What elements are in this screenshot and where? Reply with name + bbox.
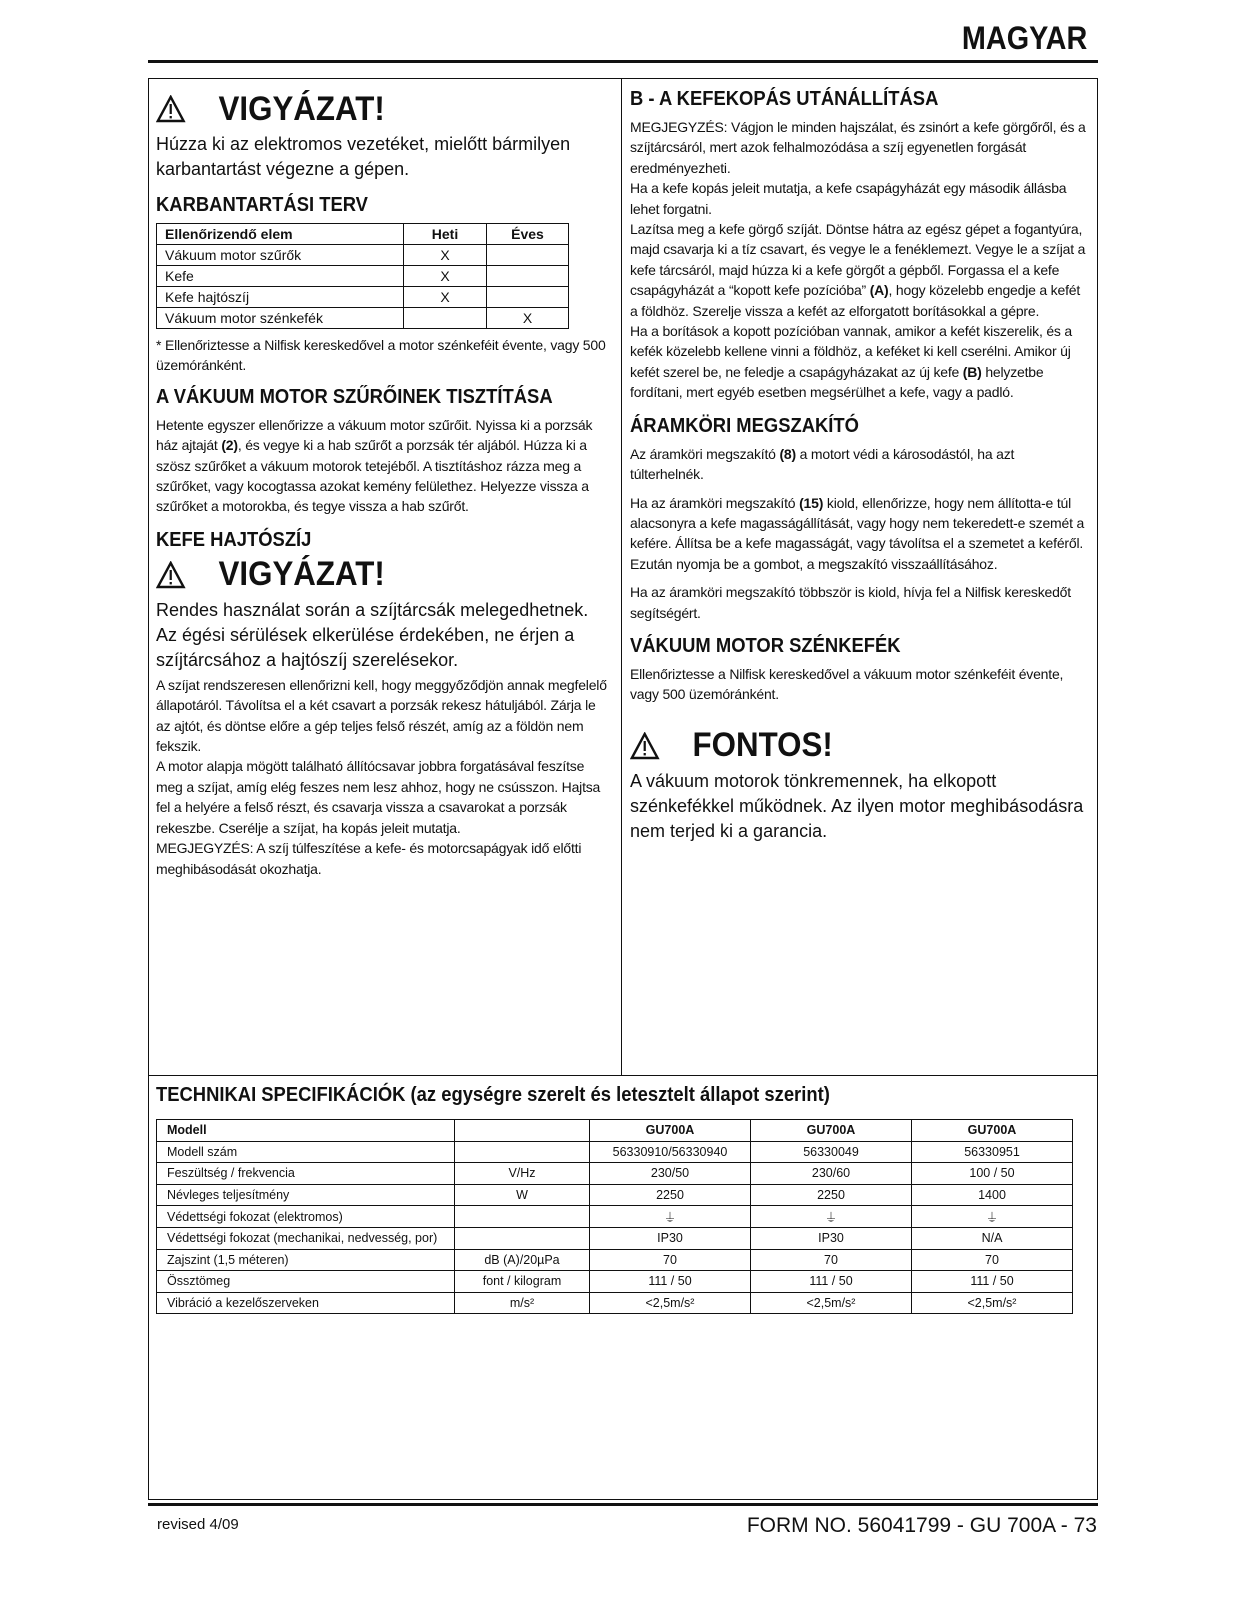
filters-text-b: , és vegye ki a hab szűrőt a porzsák tér aljából. Húzza ki a szösz szűrőket a vákuum motorok tetejéből. A tisztításhoz rázza meg a szűrőket, vagy kocogtassa azokat kemény felülethez. Helyezze vissza a szűrőket a motorokba, és tegye vissza a hab szűrőt.	[156, 437, 589, 515]
belt-title: KEFE HAJTÓSZÍJ	[156, 528, 312, 551]
important-title: FONTOS!	[692, 726, 833, 765]
revision-label: revised 4/09	[157, 1516, 239, 1533]
table-row	[157, 266, 569, 287]
spec-value: 230/60	[751, 1163, 912, 1185]
spec-value: <2,5m/s²	[751, 1292, 912, 1314]
spec-label: Modell szám	[157, 1141, 455, 1163]
brushwear-ref-b: (B)	[962, 363, 982, 380]
spec-row	[157, 1227, 1073, 1249]
carbon-paragraph: Ellenőriztesse a Nilfisk kereskedővel a vákuum motor szénkeféit évente, vagy 500 üzemóránként.	[630, 665, 1064, 703]
brushwear-paragraph-4	[630, 321, 1086, 403]
weekly-cell: X	[404, 287, 487, 308]
form-number: FORM NO. 56041799 - GU 700A - 73	[746, 1514, 1097, 1537]
filters-title: A VÁKUUM MOTOR SZŰRŐINEK TISZTÍTÁSA	[156, 385, 553, 408]
spec-unit: dB (A)/20µPa	[455, 1249, 590, 1271]
spec-row	[157, 1163, 1073, 1185]
table-row	[157, 287, 569, 308]
carbon-title: VÁKUUM MOTOR SZÉNKEFÉK	[630, 634, 901, 657]
spec-value: 70	[590, 1249, 751, 1271]
spec-unit	[455, 1141, 590, 1163]
belt-warning-heading	[156, 552, 575, 598]
spec-value: 2250	[590, 1184, 751, 1206]
breaker-title: ÁRAMKÖRI MEGSZAKÍTÓ	[630, 414, 859, 437]
spec-row	[157, 1206, 1073, 1228]
spec-row	[157, 1141, 1073, 1163]
spec-header-cell: GU700A	[912, 1120, 1073, 1142]
spec-unit: V/Hz	[455, 1163, 590, 1185]
header-weekly: Heti	[404, 224, 487, 245]
maintenance-title: KARBANTARTÁSI TERV	[156, 194, 368, 216]
spec-row	[157, 1249, 1073, 1271]
spec-title: TECHNIKAI SPECIFIKÁCIÓK (az egységre szerelt és letesztelt állapot szerint)	[156, 1084, 830, 1106]
warning-title: VIGYÁZAT!	[218, 89, 385, 128]
item-cell: Kefe hajtószíj	[157, 287, 404, 308]
table-row	[157, 308, 569, 329]
column-divider	[621, 78, 622, 1075]
breaker-text-b: a motort védi a károsodástól, ha azt túlterhelnék.	[630, 445, 1015, 483]
brushwear-paragraph-2: Ha a kefe kopás jeleit mutatja, a kefe csapágyházát egy második állásba lehet forgatni.	[630, 180, 1067, 217]
ground-icon: ⏚	[912, 1206, 1073, 1228]
warning-triangle-icon	[156, 95, 185, 123]
yearly-cell	[487, 245, 569, 266]
breaker-ref-15: (15)	[799, 494, 824, 511]
brushwear-paragraph-3	[630, 219, 1086, 321]
spec-row	[157, 1184, 1073, 1206]
breaker-paragraph-3: Ha az áramköri megszakító többször is kiold, hívja fel a Nilfisk kereskedőt segítségért.	[630, 584, 1071, 621]
brushwear-text-c: Ha a borítások a kopott pozícióban vannak, amikor a kefét kiszerelik, és a kefék közelebb kellene vinni a földhöz, a keféket ki kell cserélni. Amikor új kefét szerel be, ne feledje a csapágyházakat az új kefe	[630, 323, 1072, 380]
spec-value: N/A	[912, 1227, 1073, 1249]
warning-triangle-icon	[156, 561, 185, 589]
spec-divider	[148, 1075, 1098, 1076]
spec-label: Zajszint (1,5 méteren)	[157, 1249, 455, 1271]
table-row	[157, 245, 569, 266]
yearly-cell	[487, 266, 569, 287]
spec-header-cell: Modell	[157, 1120, 455, 1142]
table-header-row	[157, 224, 569, 245]
yearly-cell: X	[487, 308, 569, 329]
brushwear-ref-a: (A)	[869, 282, 889, 299]
spec-value: 70	[751, 1249, 912, 1271]
spec-value: 1400	[912, 1184, 1073, 1206]
filters-ref: (2)	[221, 437, 238, 454]
spec-unit	[455, 1227, 590, 1249]
spec-header-row	[157, 1120, 1073, 1142]
spec-value: 230/50	[590, 1163, 751, 1185]
important-heading	[630, 723, 1050, 769]
spec-value: <2,5m/s²	[590, 1292, 751, 1314]
breaker-text-c: Ha az áramköri megszakító	[630, 494, 800, 511]
spec-value: 56330910/56330940	[590, 1141, 751, 1163]
belt-paragraph-2: A motor alapja mögött található állítócsavar jobbra forgatásával feszítse meg a szíjat, amíg elég feszes nem lesz ahhoz, hogy ne csússzon. Hajtsa fel a helyére a felső részt, és csavarja vissza a csavarokat a porzsák rekeszbe. Cserélje a szíjat, ha kopás jeleit mutatja.	[156, 758, 601, 836]
left-column	[156, 86, 611, 879]
breaker-paragraph-2	[630, 493, 1086, 575]
spec-unit: W	[455, 1184, 590, 1206]
spec-header-cell: GU700A	[751, 1120, 912, 1142]
spec-unit: m/s²	[455, 1292, 590, 1314]
warning-title: VIGYÁZAT!	[218, 555, 385, 594]
item-cell: Kefe	[157, 266, 404, 287]
spec-section	[156, 1084, 1074, 1314]
ground-icon: ⏚	[751, 1206, 912, 1228]
spec-header-cell	[455, 1120, 590, 1142]
belt-paragraph-3: MEGJEGYZÉS: A szíj túlfeszítése a kefe- és motorcsapágyak idő előtti meghibásodását okozhatja.	[156, 840, 582, 877]
warning-heading	[156, 86, 575, 132]
spec-value: 56330951	[912, 1141, 1073, 1163]
filters-paragraph	[156, 415, 611, 517]
spec-value: <2,5m/s²	[912, 1292, 1073, 1314]
breaker-paragraph-1	[630, 444, 1086, 485]
spec-row	[157, 1271, 1073, 1293]
item-cell: Vákuum motor szűrők	[157, 245, 404, 266]
breaker-text-a: Az áramköri megszakító	[630, 445, 780, 462]
spec-value: IP30	[590, 1227, 751, 1249]
spec-value: IP30	[751, 1227, 912, 1249]
weekly-cell: X	[404, 245, 487, 266]
spec-label: Védettségi fokozat (elektromos)	[157, 1206, 455, 1228]
brushwear-paragraph-1: MEGJEGYZÉS: Vágjon le minden hajszálat, és zsinórt a kefe görgőről, és a szíjtárcsáról, mert azok felhalmozódása a szíj egyenetlen forgását eredményezheti.	[630, 119, 1086, 176]
spec-row	[157, 1292, 1073, 1314]
maintenance-note: * Ellenőriztesse a Nilfisk kereskedővel a motor szénkeféit évente, vagy 500 üzemóránként.	[156, 337, 606, 374]
brushwear-text-d: helyzetbe fordítani, mert egyéb esetben megsérülhet a kefe, vagy a padló.	[630, 363, 1044, 401]
spec-value: 111 / 50	[751, 1271, 912, 1293]
spec-label: Össztömeg	[157, 1271, 455, 1293]
spec-value: 111 / 50	[912, 1271, 1073, 1293]
header-rule	[148, 60, 1098, 63]
breaker-ref-8: (8)	[779, 445, 796, 462]
language-label: MAGYAR	[961, 20, 1087, 56]
yearly-cell	[487, 287, 569, 308]
spec-table	[156, 1119, 1073, 1314]
warning-triangle-icon	[630, 732, 659, 760]
spec-label: Névleges teljesítmény	[157, 1184, 455, 1206]
footer-rule	[148, 1503, 1098, 1506]
spec-label: Feszültség / frekvencia	[157, 1163, 455, 1185]
spec-value: 70	[912, 1249, 1073, 1271]
spec-value: 111 / 50	[590, 1271, 751, 1293]
spec-unit: font / kilogram	[455, 1271, 590, 1293]
spec-label: Vibráció a kezelőszerveken	[157, 1292, 455, 1314]
spec-unit	[455, 1206, 590, 1228]
header-item: Ellenőrizendő elem	[157, 224, 404, 245]
spec-value: 56330049	[751, 1141, 912, 1163]
breaker-text-d: kiold, ellenőrizze, hogy nem állította-e túl alacsonyra a kefe magasságállítását, vagy hogy nem tekeredett-e szemét a kefére. Állítsa be a kefe magasságát, vagy távolítsa el a szemetet a keféről. Ezután nyomja be a gombot, a megszakító visszaállításához.	[630, 494, 1085, 572]
brushwear-title: B - A KEFEKOPÁS UTÁNÁLLÍTÁSA	[630, 88, 939, 110]
warning-text: Húzza ki az elektromos vezetéket, mielőtt bármilyen karbantartást végezne a gépen.	[156, 134, 571, 179]
belt-paragraph-1: A szíjat rendszeresen ellenőrizni kell, hogy meggyőződjön annak megfelelő állapotáról. Távolítsa el a két csavart a porzsák rekesz hátuljából. Zárja le az ajtót, és döntse előre a gép teljes felső részét, amíg az a földön nem fekszik.	[156, 676, 607, 755]
filters-text-a: Hetente egyszer ellenőrizze a vákuum motor szűrőit. Nyissa ki a porzsák ház ajtaját	[156, 416, 593, 454]
right-column	[630, 84, 1086, 844]
header-yearly: Éves	[487, 224, 569, 245]
ground-icon: ⏚	[590, 1206, 751, 1228]
important-text: A vákuum motorok tönkremennek, ha elkopott szénkefékkel működnek. Az ilyen motor meghibásodásra nem terjed ki a garancia.	[630, 770, 1084, 841]
spec-label: Védettségi fokozat (mechanikai, nedvesség, por)	[157, 1227, 455, 1249]
brushwear-text-a: Lazítsa meg a kefe görgő szíját. Döntse hátra az egész gépet a fogantyúra, majd csavarja ki a tíz csavart, és vegye le a fenéklemezt. Vegye le a szíjat a kefe tárcsáról, majd húzza ki a kefe görgőt a gépből. Forgassa el a kefe csapágyházát a “kopott kefe pozícióba”	[630, 221, 1086, 299]
weekly-cell: X	[404, 266, 487, 287]
weekly-cell	[404, 308, 487, 329]
spec-value: 2250	[751, 1184, 912, 1206]
spec-value: 100 / 50	[912, 1163, 1073, 1185]
item-cell: Vákuum motor szénkefék	[157, 308, 404, 329]
spec-header-cell: GU700A	[590, 1120, 751, 1142]
maintenance-table	[156, 223, 569, 329]
brushwear-text-b: , hogy közelebb engedje a kefét a földhöz. Szerelje vissza a kefét az elforgatott borításokkal a gépre.	[630, 282, 1081, 319]
belt-warning-text: Rendes használat során a szíjtárcsák melegedhetnek. Az égési sérülések elkerülése érdekében, ne érjen a szíjtárcsához a hajtószíj szerelésekor.	[156, 599, 589, 670]
